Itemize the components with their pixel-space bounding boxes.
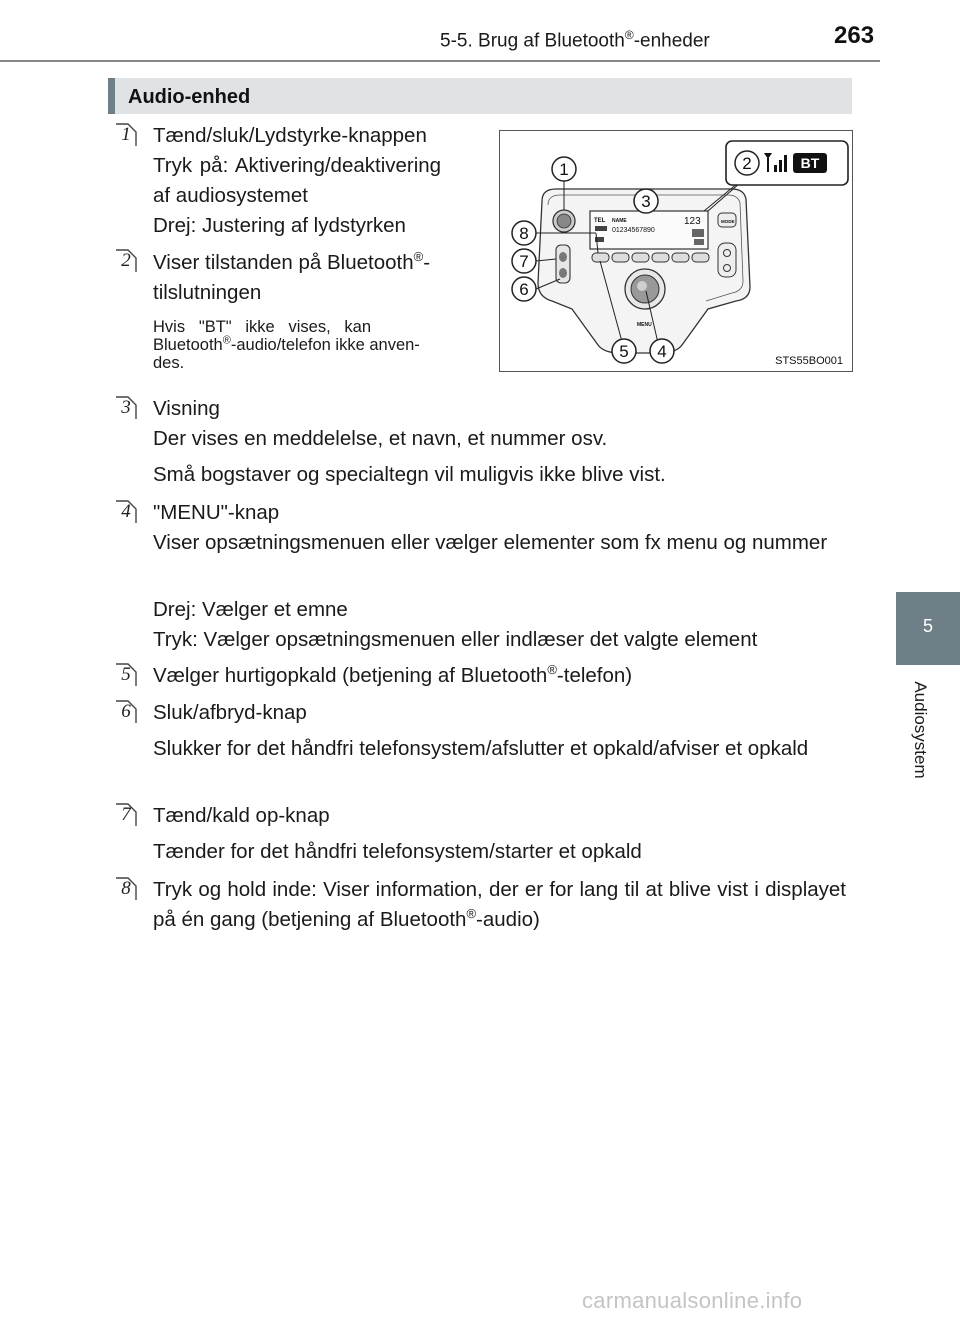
section-title-suffix: -enheder bbox=[633, 30, 710, 52]
marker-label: 5 bbox=[121, 664, 131, 685]
callout-number: 1 bbox=[559, 160, 569, 179]
bluetooth-icon bbox=[793, 153, 827, 173]
callout-7 bbox=[512, 249, 536, 273]
chapter-tab bbox=[896, 592, 960, 665]
bt-label: BT bbox=[800, 155, 820, 171]
item-3-line: Visning bbox=[153, 397, 220, 420]
note-text: -audio/telefon ikke anven- bbox=[230, 336, 420, 354]
item-4-title: "MENU"-knap bbox=[153, 501, 280, 524]
chapter-label-wrap bbox=[905, 670, 930, 795]
marker-label: 4 bbox=[121, 501, 131, 522]
section-heading-text: Audio-enhed bbox=[128, 86, 251, 108]
audio-unit-figure bbox=[499, 130, 853, 372]
item-7-para: Tænder for det håndfri telefonsystem/starter et opkald bbox=[153, 840, 642, 863]
display-number-text: 01234567890 bbox=[612, 227, 655, 234]
item-3-line: Der vises en meddelelse, et navn, et nummer osv. bbox=[153, 427, 608, 450]
callout-number: 7 bbox=[519, 252, 529, 271]
chapter-number: 5 bbox=[922, 616, 933, 636]
header-rule bbox=[0, 60, 880, 62]
note-line: Hvis "BT" ikke vises, kan bbox=[153, 318, 372, 336]
callout-3 bbox=[634, 189, 658, 213]
callout-number: 5 bbox=[619, 342, 629, 361]
item-2-line: tilslutningen bbox=[153, 281, 262, 304]
item-5-text-b: -telefon) bbox=[556, 664, 633, 687]
callout-5 bbox=[612, 339, 636, 363]
item-1-line: Tænd/sluk/Lydstyrke-knappen bbox=[153, 124, 427, 147]
item-2-note bbox=[153, 318, 478, 372]
item-4-lines bbox=[153, 595, 757, 655]
callout-number: 2 bbox=[742, 154, 752, 173]
callout-8 bbox=[512, 221, 536, 245]
registered-mark: ® bbox=[466, 906, 477, 922]
item-6-title: Sluk/afbryd-knap bbox=[153, 701, 307, 724]
item-marker-8 bbox=[114, 876, 138, 902]
item-2-line bbox=[153, 248, 430, 278]
audio-unit-illustration bbox=[500, 131, 851, 370]
item-5-text-a: Vælger hurtigopkald (betjening af Bluetooth bbox=[153, 664, 548, 687]
item-marker-5 bbox=[114, 662, 138, 688]
item-4-para: Viser opsætningsmenuen eller vælger elementer som fx menu og nummer bbox=[153, 531, 828, 554]
callout-number: 8 bbox=[519, 224, 529, 243]
callout-1 bbox=[552, 157, 576, 181]
item-2-text-b: - bbox=[423, 251, 431, 274]
item-3-text bbox=[153, 394, 607, 454]
registered-mark: ® bbox=[413, 249, 424, 265]
registered-mark: ® bbox=[547, 662, 557, 678]
item-marker-4 bbox=[114, 499, 138, 525]
item-marker-6 bbox=[114, 699, 138, 725]
item-1-line: Tryk på: Aktivering/deaktivering bbox=[153, 154, 442, 177]
section-heading bbox=[108, 78, 852, 114]
figure-code: STS55BO001 bbox=[775, 355, 843, 367]
item-marker-2 bbox=[114, 248, 138, 274]
marker-label: 7 bbox=[121, 804, 131, 825]
callout-number: 4 bbox=[657, 342, 667, 361]
item-marker-7 bbox=[114, 802, 138, 828]
display-track-text: 123 bbox=[684, 216, 701, 227]
item-2-text bbox=[153, 248, 430, 308]
item-8-para bbox=[153, 875, 846, 935]
note-line: des. bbox=[153, 354, 185, 372]
section-title-prefix: 5-5. Brug af Bluetooth bbox=[440, 30, 625, 52]
mode-button-label: MODE bbox=[721, 219, 735, 224]
display-name-text: NAME bbox=[612, 218, 627, 224]
item-marker-3 bbox=[114, 395, 138, 421]
marker-label: 8 bbox=[121, 878, 131, 899]
item-3-extra: Små bogstaver og specialtegn vil muligvis ikke blive vist. bbox=[153, 463, 666, 486]
callout-4 bbox=[650, 339, 674, 363]
marker-label: 2 bbox=[121, 250, 131, 271]
marker-label: 6 bbox=[121, 701, 131, 722]
marker-label: 1 bbox=[121, 124, 131, 145]
item-4-line: Drej: Vælger et emne bbox=[153, 598, 348, 621]
item-6-para: Slukker for det håndfri telefonsystem/afslutter et opkald/afviser et opkald bbox=[153, 737, 809, 760]
registered-mark: ® bbox=[222, 334, 231, 347]
item-1-line: af audiosystemet bbox=[153, 184, 308, 207]
chapter-label: Audiosystem bbox=[911, 681, 930, 779]
note-line bbox=[153, 336, 478, 354]
note-text: Bluetooth bbox=[153, 336, 223, 354]
callout-number: 3 bbox=[641, 192, 651, 211]
item-8-text-a: Tryk og hold inde: Viser information, der er for lang til at blive vist i displayet på én gang (betjening af Bluetooth bbox=[153, 878, 846, 931]
marker-label: 3 bbox=[121, 397, 131, 418]
item-7-title: Tænd/kald op-knap bbox=[153, 804, 330, 827]
item-5-text bbox=[153, 661, 632, 691]
display-tel-text: TEL bbox=[594, 218, 606, 224]
item-2-text-a: Viser tilstanden på Bluetooth bbox=[153, 251, 414, 274]
watermark-text: carmanualsonline.info bbox=[582, 1288, 803, 1313]
section-title bbox=[440, 28, 710, 52]
item-8-text-b: -audio) bbox=[476, 908, 540, 931]
item-1-text bbox=[153, 121, 441, 241]
registered-mark: ® bbox=[624, 28, 634, 42]
item-marker-1 bbox=[114, 122, 138, 148]
item-1-line: Drej: Justering af lydstyrken bbox=[153, 214, 406, 237]
callout-6 bbox=[512, 277, 536, 301]
item-4-line: Tryk: Vælger opsætningsmenuen eller indlæser det valgte element bbox=[153, 628, 758, 651]
bluetooth-status-inset bbox=[726, 141, 848, 185]
callout-number: 6 bbox=[519, 280, 529, 299]
page-number: 263 bbox=[834, 22, 875, 49]
menu-knob-label: MENU bbox=[637, 322, 652, 328]
